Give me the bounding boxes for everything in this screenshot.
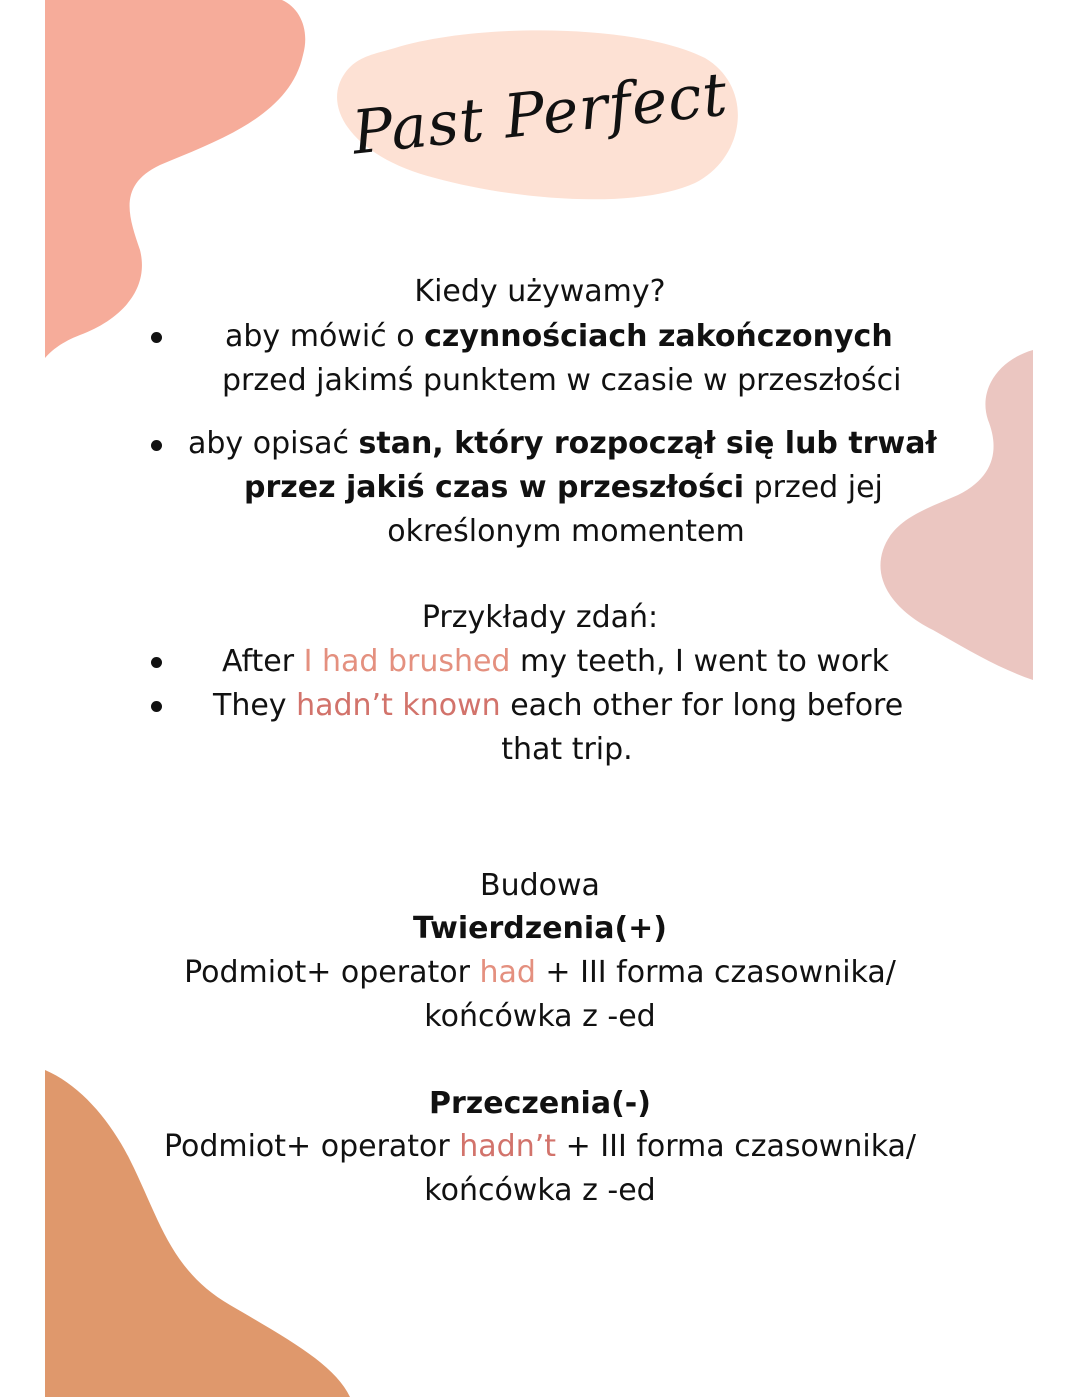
example-2-suffix: each other for long before <box>500 688 904 723</box>
usage-bullet-1-prefix: aby mówić o <box>225 319 425 354</box>
usage-bullet-2-line-1 <box>188 422 937 466</box>
example-1 <box>222 640 889 684</box>
positive-formula-prefix: Podmiot+ operator <box>184 955 480 990</box>
negative-formula-prefix: Podmiot+ operator <box>163 1129 460 1164</box>
example-1-highlight: I had brushed <box>303 644 511 679</box>
negative-formula-line-1 <box>0 1125 1080 1169</box>
usage-bullet-1-line-1 <box>225 315 893 359</box>
bullet-dot <box>151 657 162 668</box>
usage-bullet-2-prefix: aby opisać <box>188 426 359 461</box>
example-2-line-2: that trip. <box>501 732 633 767</box>
usage-bullet-2-suffix: przed jej <box>744 470 883 505</box>
negative-formula-suffix: + III forma czasownika/ <box>556 1129 917 1164</box>
structure-heading: Budowa <box>480 868 600 903</box>
usage-bullet-2-line-3: określonym momentem <box>387 514 745 549</box>
examples-heading: Przykłady zdań: <box>421 600 659 635</box>
bullet-dot <box>151 332 162 343</box>
usage-bullet-2-bold: stan, który rozpoczął się lub trwał <box>358 426 937 461</box>
example-1-prefix: After <box>222 644 304 679</box>
example-2-prefix: They <box>213 688 297 723</box>
title-area <box>335 28 745 200</box>
negative-formula-highlight: hadn’t <box>459 1129 557 1164</box>
example-2-highlight: hadn’t known <box>296 688 501 723</box>
page-title: Past Perfect <box>349 59 731 169</box>
positive-formula-highlight: had <box>479 955 536 990</box>
bullet-dot <box>151 440 162 451</box>
usage-bullet-2-line-2 <box>244 466 883 510</box>
positive-formula-line-1 <box>0 951 1080 995</box>
negative-formula-line-2: końcówka z -ed <box>424 1173 656 1208</box>
usage-heading: Kiedy używamy? <box>414 274 666 309</box>
positive-title: Twierdzenia(+) <box>412 911 668 946</box>
example-1-suffix: my teeth, I went to work <box>510 644 889 679</box>
usage-bullet-1-bold: czynnościach zakończonych <box>424 319 893 354</box>
negative-title: Przeczenia(-) <box>429 1086 651 1121</box>
usage-bullet-2-bold-2: przez jakiś czas w przeszłości <box>244 470 745 505</box>
usage-bullet-1-line-2: przed jakimś punktem w czasie w przeszłości <box>222 363 902 398</box>
example-2-line-1 <box>213 684 903 728</box>
positive-formula-line-2: końcówka z -ed <box>424 999 656 1034</box>
bullet-dot <box>151 701 162 712</box>
positive-formula-suffix: + III forma czasownika/ <box>535 955 896 990</box>
